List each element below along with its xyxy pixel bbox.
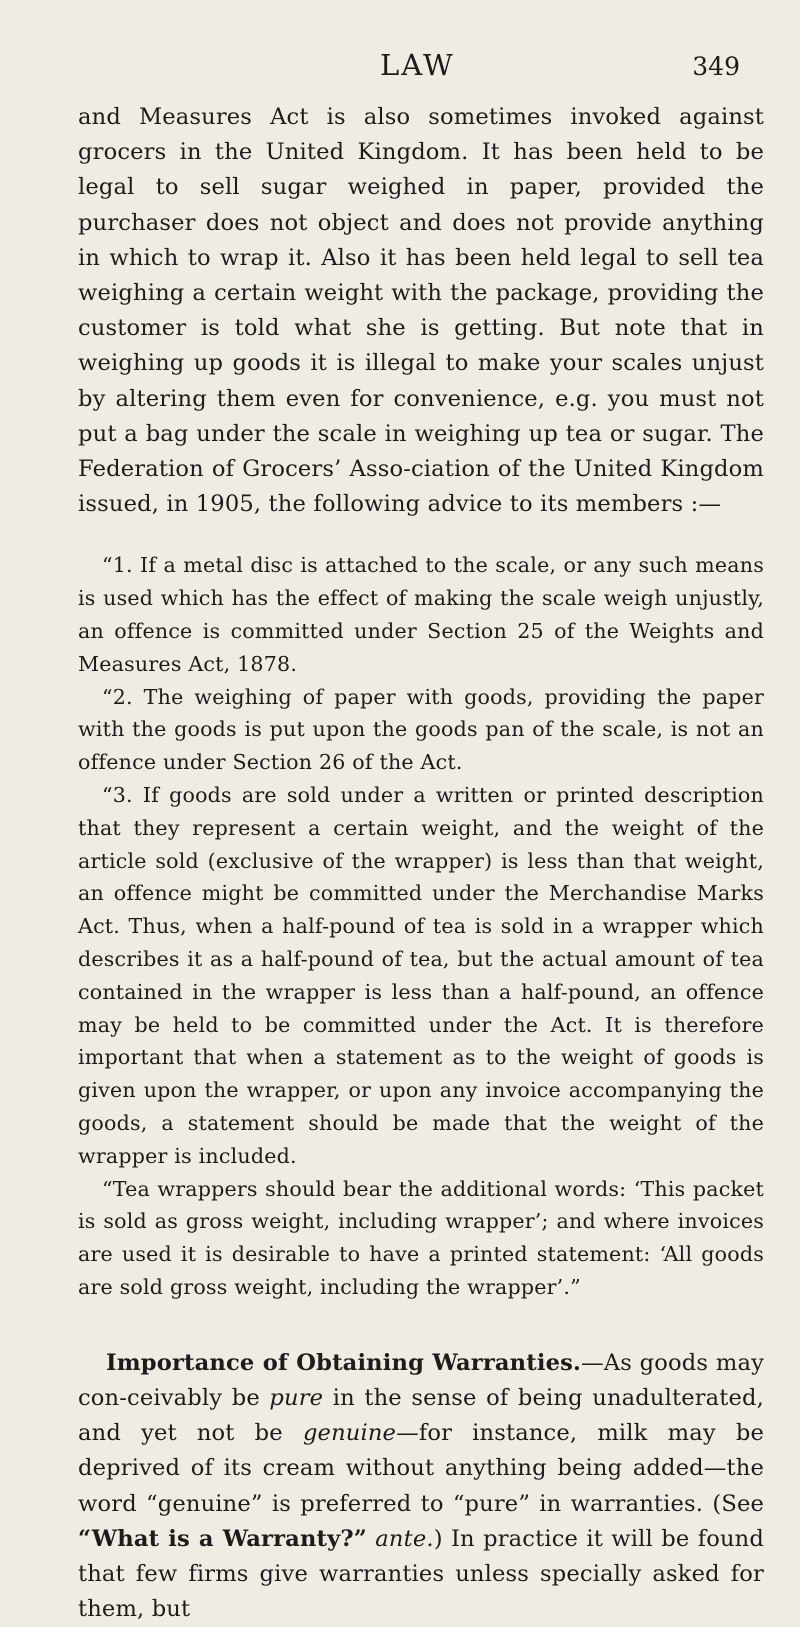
text-run xyxy=(367,1526,375,1552)
section-heading: Importance of Obtaining Warranties. xyxy=(106,1349,581,1376)
text-run: ) In practice it will be found that few firms give warranties unless specially asked for them, but xyxy=(78,1525,764,1623)
paragraph-warranties xyxy=(78,1346,764,1627)
paragraph-intro: and Measures Act is also sometimes invoked against grocers in the United Kingdom. It has been held to be legal to sell sugar weighed in paper, provided the purchaser does not object and does not provide anything in which to wrap it. Also it has been held legal to sell tea weighing a certain weight with the package, providing the customer is told what she is getting. But note that in weighing up goods it is illegal to make your scales unjust by altering them even for convenience, e.g. you must not put a bag under the scale in weighing up tea or sugar. The Federation of Grocers’ Asso-ciation of the United Kingdom issued, in 1905, the following advice to its members :— xyxy=(78,104,764,518)
emphasis-pure: pure xyxy=(269,1384,324,1411)
page-header xyxy=(0,48,800,88)
quote-item-1: “1. If a metal disc is attached to the scale, or any such means is used which has the effect of making the scale weigh unjustly, an offence is committed under Section 25 of the Weights and Measures Act, 1878. xyxy=(78,553,764,676)
running-title: LAW xyxy=(380,48,455,82)
text-run: —As goods may con-ceivably be xyxy=(78,1349,764,1411)
emphasis-ante: ante. xyxy=(375,1525,434,1552)
quote-item-2: “2. The weighing of paper with goods, providing the paper with the goods is put upon the goods pan of the scale, is not an offence under Section 26 of the Act. xyxy=(78,684,764,775)
page-number: 349 xyxy=(692,52,740,81)
quote-item-4: “Tea wrappers should bear the additional words: ‘This packet is sold as gross weight, including wrapper’; and where invoices are used it is desirable to have a printed statement: ‘All goods are sold gross weight, including the wrapper’.” xyxy=(78,1176,764,1299)
cross-reference: “What is a Warranty?” xyxy=(78,1525,367,1552)
emphasis-genuine: genuine xyxy=(302,1420,397,1447)
body-text xyxy=(78,100,764,1627)
text-run: in the sense of being unadulterated, and yet not be xyxy=(78,1384,764,1447)
text-run: —for instance, milk may be deprived of its cream without anything being added—the word “genuine” is preferred to “pure” in warranties. (See xyxy=(78,1420,764,1517)
quote-item-3: “3. If goods are sold under a written or printed description that they represent a certain weight, and the weight of the article sold (exclusive of the wrapper) is less than that weight, an offence might be committed under the Merchandise Marks Act. Thus, when a half-pound of tea is sold in a wrapper which describes it as a half-pound of tea, but the actual amount of tea contained in the wrapper is less than a half-pound, an offence may be held to be committed under the Act. It is therefore important that when a statement as to the weight of goods is given upon the wrapper, or upon any invoice accompanying the goods, a statement should be made that the weight of the wrapper is included. xyxy=(78,783,764,1168)
